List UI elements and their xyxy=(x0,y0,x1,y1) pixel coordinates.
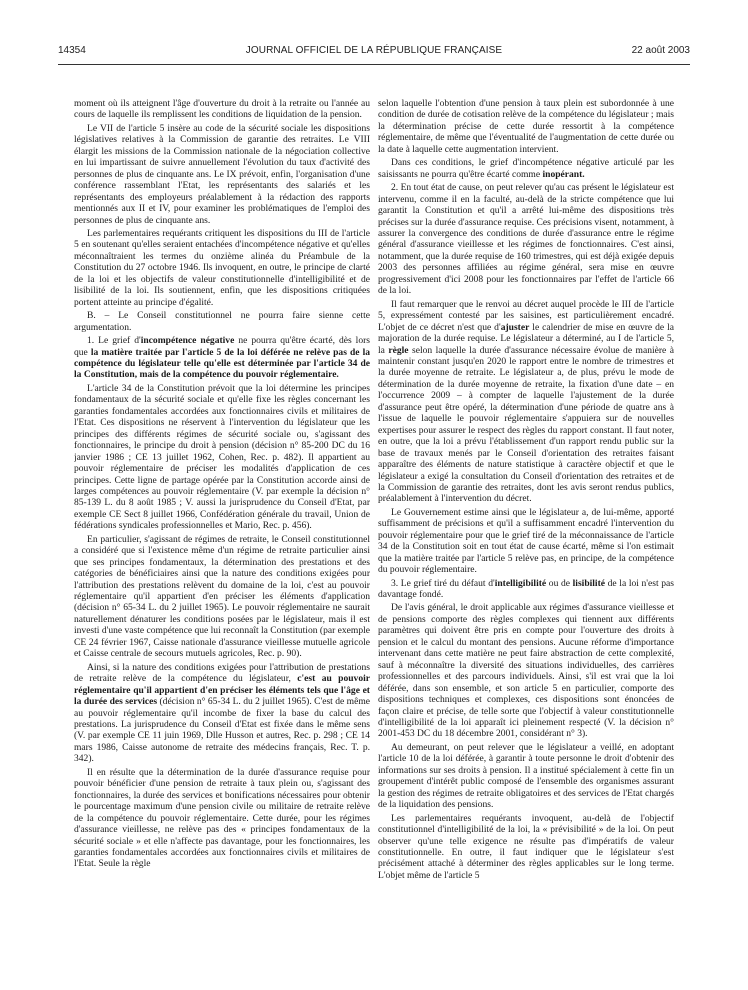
text-run: ou de xyxy=(546,577,573,589)
text-run: 3. Le grief tiré du défaut d' xyxy=(391,577,495,589)
text-run: En particulier, s'agissant de régimes de retraite, le Conseil constitutionnel a considéré que si l'existence même d'un régime de retraite particulier ainsi que ses principes fondamentaux, la détermination des prestations et des catégories de bénéficiaires ainsi que la nature des conditions exigées pour l'attribution des prestations relèvent du domaine de la loi, c'est au pouvoir réglementaire qu'il appartient d'en préciser les éléments d'application (décision n° 65-34 L. du 2 juillet 1965). Le pouvoir réglementaire ne saurait naturellement dénaturer les conditions posées par le législateur, mais il est investi d'une vaste compétence que lui reconnaît la Constitution (par exemple CE 24 février 1967, Caisse nationale d'assurance vieillesse mutuelle agricole et Caisse centrale de secours mutuels agricoles, Rec. p. 90). xyxy=(74,533,370,660)
paragraph xyxy=(378,742,674,811)
bold-text: règle xyxy=(388,344,409,356)
issue-date: 22 août 2003 xyxy=(631,45,690,56)
paragraph xyxy=(74,534,370,660)
text-run: 2. En tout état de cause, on peut relever qu'au cas présent le législateur est intervenu, comme il en la faculté, au-delà de la stricte compétence que lui garantit la Constitution et qu'il a arrêté lui-même des dispositions très précises sur la durée d'assurance requise. Ces précisions visent, notamment, à assurer la convergence des conditions de durée d'assurance entre le régime général d'assurance vieillesse et les régimes de fonctionnaires. C'est ainsi, notamment, que la durée requise de 160 trimestres, qui est déjà exigée depuis 2003 des personnes affiliées au régime général, sera mise en œuvre progressivement d'ici 2008 pour les fonctionnaires par l'effet de l'article 66 de la loi. xyxy=(378,182,674,297)
paragraph xyxy=(74,123,370,226)
bold-text: intelligibilité xyxy=(494,577,547,589)
paragraph xyxy=(74,98,370,121)
paragraph xyxy=(378,578,674,601)
text-run: le calendrier de mise en œuvre de la majoration de la durée requise. Le législateur a déterminé, au I de l'article 5, la xyxy=(378,321,674,356)
text-run: B. – Le Conseil constitutionnel ne pourra faire sienne cette argumentation. xyxy=(74,310,370,333)
text-run: Il en résulte que la détermination de la durée d'assurance requise pour pouvoir bénéficier d'une pension de retraite à taux plein ou, s'agissant des fonctionnaires, la durée des services et bonifications nécessaires pour obtenir le pourcentage maximum d'une pension civile ou militaire de retraite relève de la compétence du pouvoir réglementaire. Cette durée, pour les régimes d'assurance vieillesse, ne relève pas des « principes fondamentaux de la sécurité sociale » et elle n'affecte pas davantage, pour les fonctionnaires, les garanties fondamentales accordées aux fonctionnaires civils et militaires de l'Etat. Seule la règle xyxy=(74,766,370,870)
paragraph xyxy=(74,228,370,308)
paragraph xyxy=(378,602,674,739)
paragraph xyxy=(74,310,370,333)
paragraph xyxy=(378,182,674,297)
bold-text: incompétence négative xyxy=(140,335,235,347)
text-run: Ainsi, si la nature des conditions exigées pour l'attribution de prestations de retraite relève de la compétence du législateur, xyxy=(74,661,370,685)
text-run: de la loi n'est pas davantage fondé. xyxy=(378,577,674,601)
paragraph xyxy=(74,767,370,870)
text-run: De l'avis général, le droit applicable aux régimes d'assurance vieillesse et de pensions comporte des règles complexes qui tiennent aux différents paramètres qui doivent être pris en compte pour l'ouverture des droits à pension et le calcul du montant des pensions. Aucune réforme d'importance intervenant dans cette matière ne peut faire abstraction de cette complexité, sauf à méconnaître la diversité des situations individuelles, des carrières professionnelles et des parcours individuels. Ainsi, s'il est vrai que la loi déférée, dans son ensemble, et son article 5 en particulier, comporte des dispositions techniques et complexes, ces dispositions sont énoncées de façon claire et précise, de telle sorte que l'objectif à valeur constitutionnelle d'intelligibilité de la loi apparaît ici pleinement respecté (V. la décision n° 2001-453 DC du 18 décembre 2001, considérant n° 3). xyxy=(378,602,674,740)
paragraph xyxy=(378,157,674,180)
right-column xyxy=(378,98,674,960)
text-run: selon laquelle l'obtention d'une pension à taux plein est subordonnée à une condition de durée de cotisation relève de la compétence du législateur ; mais la détermination précise de cette durée ressortit à la compétence réglementaire, de même que l'éventualité de l'augmentation de cette durée ou la date à laquelle cette augmentation intervient. xyxy=(378,98,674,155)
paragraph xyxy=(74,383,370,532)
header-rule xyxy=(58,64,690,65)
bold-text: c'est au pouvoir réglementaire qu'il appartient d'en préciser les éléments tels que l'âge et la durée des services xyxy=(74,673,370,708)
page-header xyxy=(58,45,690,61)
bold-text: ajuster xyxy=(500,321,530,333)
page-number: 14354 xyxy=(58,45,86,56)
bold-text: inopérant. xyxy=(542,168,585,180)
bold-text: la matière traitée par l'article 5 de la loi déférée ne relève pas de la compétence du législateur telle qu'elle est déterminée par l'article 34 de la Constitution, mais de la compétence du pouvoir réglementaire. xyxy=(74,346,370,381)
paragraph xyxy=(74,662,370,765)
text-run: Dans ces conditions, le grief d'incompétence négative articulé par les saisissants ne pourra qu'être écarté comme xyxy=(378,157,674,180)
text-run: 1. Le grief d' xyxy=(87,335,141,347)
text-run: moment où ils atteignent l'âge d'ouverture du droit à la retraite ou l'année au cours de laquelle ils remplissent les conditions de liquidation de la pension. xyxy=(74,98,370,121)
text-run: Les parlementaires requérants critiquent les dispositions du III de l'article 5 en soutenant qu'elles seraient entachées d'incompétence négative et qu'elles méconnaîtraient les termes du onzième alinéa du Préambule de la Constitution du 27 octobre 1946. Ils invoquent, en outre, le principe de clarté de la loi et les objectifs de valeur constitutionnelle d'intelligibilité et de lisibilité de la loi. Ils soutiennent, enfin, que les dispositions critiquées portent atteinte au principe d'égalité. xyxy=(74,227,370,308)
text-run: Les parlementaires requérants invoquent, au-delà de l'objectif constitutionnel d'intelligibilité de la loi, la « prévisibilité » de la loi. On peut observer qu'une telle exigence ne résulte pas d'impératifs de valeur constitutionnelle. En outre, il faut indiquer que le législateur s'est précisément attaché à déterminer des règles applicables sur le long terme. L'objet même de l'article 5 xyxy=(378,812,674,881)
text-run: Le Gouvernement estime ainsi que le législateur a, de lui-même, apporté suffisamment de précisions et qu'il a suffisamment encadré l'intervention du pouvoir réglementaire pour que le grief tiré de la méconnaissance de l'article 34 de la Constitution soit en tout état de cause écarté, même si l'on estimait que la matière traitée par l'article 5 relève pas, en principe, de la compétence du pouvoir réglementaire. xyxy=(378,506,674,576)
text-run: (décision n° 65-34 L. du 2 juillet 1965). C'est de même au pouvoir réglementaire qu'il incombe de fixer la base du calcul des prestations. La jurisprudence du Conseil d'Etat est fixée dans le même sens (V. par exemple CE 11 juin 1969, Dlle Husson et autres, Rec. p. 298 ; CE 14 mars 1986, Caisse autonome de retraite des médecins français, Rec. T. p. 342). xyxy=(74,696,370,765)
paragraph xyxy=(378,98,674,155)
text-run: Au demeurant, on peut relever que le législateur a veillé, en adoptant l'article 10 de la loi déférée, à garantir à toute personne le droit d'obtenir des informations sur ses droits à pension. Il a institué spécialement à cette fin un groupement d'intérêt public composé de l'ensemble des organismes assurant la gestion des régimes de retraite obligatoires et des services de l'Etat chargés de la liquidation des pensions. xyxy=(378,741,674,811)
text-run: selon laquelle la durée d'assurance nécessaire évolue de manière à maintenir constant jusqu'en 2020 le rapport entre le nombre de trimestres et la durée moyenne de retraite. Le législateur a, de plus, prévu le mode de détermination de la durée moyenne de retraite, la fixation d'une date – en l'occurrence 2009 – à compter de laquelle l'ajustement de la durée d'assurance peut être opéré, la détermination d'une période de quatre ans à l'issue de laquelle le pouvoir réglementaire s'appuiera sur de nouvelles expertises pour assurer le respect des règles du rapport constant. Il faut noter, en outre, que la loi a prévu l'établissement d'un rapport rendu public sur la base de travaux menés par le Conseil d'orientation des retraites faisant apparaître des éléments de nature statistique à caractère objectif et que le législateur a exigé la consultation du Conseil d'orientation des retraites et de la Commission de garantie des retraites, dont les avis seront rendus publics, préalablement à l'intervention du décret. xyxy=(378,344,674,505)
paragraph xyxy=(378,813,674,882)
text-run: L'article 34 de la Constitution prévoit que la loi détermine les principes fondamentaux de la sécurité sociale et qu'elle fixe les règles concernant les garanties fondamentales accordées aux fonctionnaires civils et militaires de l'Etat. Ces dispositions ne réservent à l'intervention du législateur que les principes des différents régimes de sécurité sociale ou, s'agissant des fonctionnaires, le principe du droit à pension (décision n° 85-200 DC du 16 janvier 1986 ; CE 13 juillet 1962, Cohen, Rec. p. 482). Il appartient au pouvoir réglementaire de préciser les modalités d'application de ces principes. Cette ligne de partage opérée par la Constitution accorde ainsi de larges compétences au pouvoir réglementaire (V. par exemple la décision n° 85-139 L. du 8 août 1985 ; V. aussi la jurisprudence du Conseil d'Etat, par exemple CE Sect 8 juillet 1966, Confédération générale du travail, Union de fédérations syndicales professionnelles et Mario, Rec. p. 456). xyxy=(74,382,370,532)
text-run: Le VII de l'article 5 insère au code de la sécurité sociale les dispositions législatives relatives à la Commission de garantie des retraites. Le VIII élargit les missions de la Commission nationale de la négociation collective en lui impartissant de suivre annuellement l'évolution du taux d'activité des personnes de plus de cinquante ans. Le IX prévoit, enfin, l'organisation d'une conférence rassemblant l'Etat, les représentants des salariés et les représentants des employeurs préalablement à la rédaction des rapports mentionnés aux II et IV, pour examiner les problématiques de l'emploi des personnes de plus de cinquante ans. xyxy=(74,122,370,226)
left-column xyxy=(74,98,370,960)
paragraph xyxy=(378,507,674,576)
text-run: ne pourra qu'être écarté, dès lors que xyxy=(74,335,370,358)
bold-text: lisibilité xyxy=(572,577,605,589)
paragraph xyxy=(74,335,370,381)
journal-title: JOURNAL OFFICIEL DE LA RÉPUBLIQUE FRANÇAISE xyxy=(245,45,503,56)
text-run: Il faut remarquer que le renvoi au décret auquel procède le III de l'article 5, expressément contesté par les saisines, est particulièrement encadré. L'objet de ce décret n'est que d' xyxy=(378,298,674,333)
paragraph xyxy=(378,299,674,505)
